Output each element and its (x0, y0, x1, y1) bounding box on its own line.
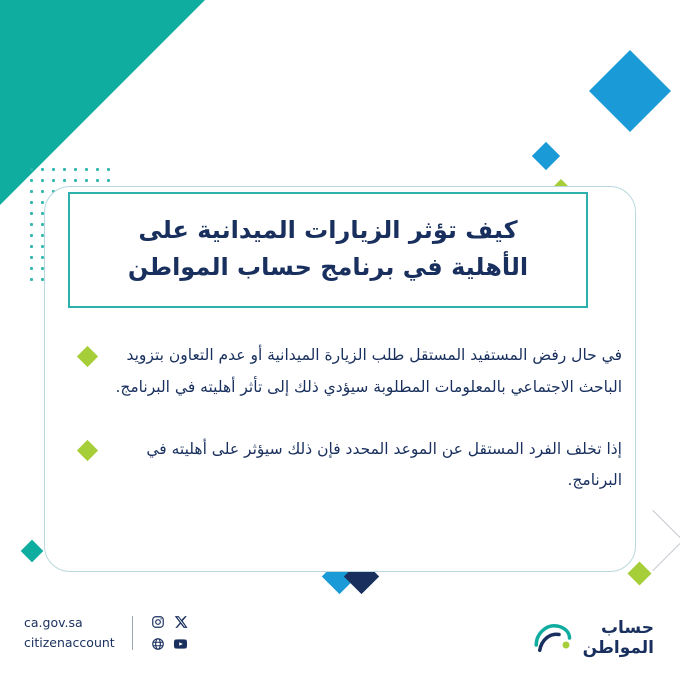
brand-text (583, 618, 654, 659)
list-item (62, 434, 622, 498)
globe-icon[interactable] (150, 636, 166, 652)
decorative-diamond-blue-large (589, 50, 671, 132)
footer-divider (132, 616, 133, 650)
citizen-account-mark-icon (531, 618, 573, 658)
title-box (68, 192, 588, 308)
list-item-text: إذا تخلف الفرد المستقل عن الموعد المحدد فإن ذلك سيؤثر على أهليته في البرنامج. (146, 439, 622, 490)
website-url[interactable]: ca.gov.sa (24, 614, 83, 630)
decorative-cross-lines (640, 510, 680, 570)
decorative-diamond-blue-small (532, 142, 560, 170)
bullet-list (62, 340, 622, 527)
social-row-top (150, 614, 189, 630)
social-handle[interactable]: citizenaccount (24, 634, 115, 650)
footer-handles (24, 615, 115, 652)
brand-line-2: المواطن (582, 638, 654, 659)
social-icons (150, 614, 189, 652)
decorative-diamond-teal-left (21, 540, 44, 563)
list-item-text: في حال رفض المستفيد المستقل طلب الزيارة الميدانية أو عدم التعاون بتزويد الباحث الاجتماعي بالمعلومات المطلوبة سيؤدي ذلك إلى تأثر أهليته في البرنامج. (115, 346, 622, 396)
youtube-icon[interactable] (173, 636, 189, 652)
brand-logo (531, 618, 654, 659)
instagram-icon[interactable] (150, 614, 166, 630)
page-title: كيف تؤثر الزيارات الميدانية على الأهلية في برنامج حساب المواطن (127, 216, 529, 282)
brand-line-1: حساب (600, 618, 654, 638)
x-twitter-icon[interactable] (173, 614, 189, 630)
list-item (62, 340, 622, 404)
social-row-bottom (150, 636, 189, 652)
footer (0, 604, 680, 680)
social-block (24, 614, 189, 652)
